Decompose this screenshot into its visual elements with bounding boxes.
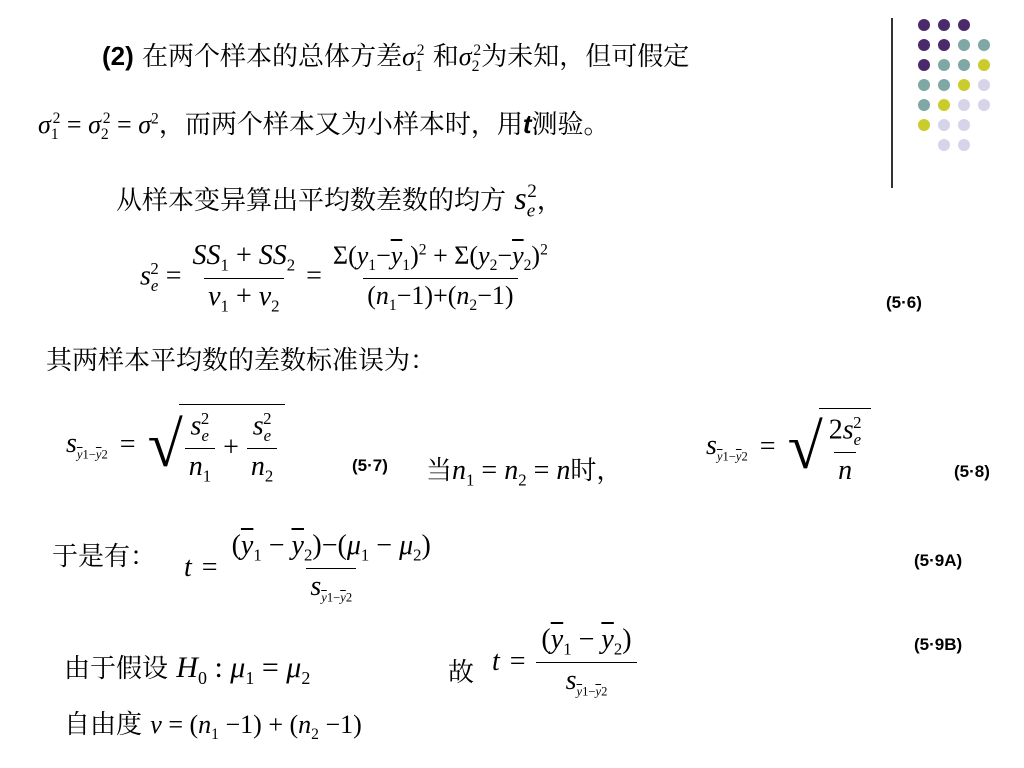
se-sq: $s_e^2$ [514,180,537,222]
equation-5-9b: t = $\frac{(\overline{y}_1 - \overline{y}_2)}{s_{\overline{y}1-\overline{y}2}}$ [492,624,637,699]
sqrt-sign: √ [787,411,823,483]
decorative-dot [918,59,930,71]
decorative-dot [958,79,970,91]
decorative-dot [958,19,970,31]
decorative-dot [958,99,970,111]
decorative-dot [978,39,990,51]
decorative-dot [958,59,970,71]
decorative-dot [958,139,970,151]
t-letter: t [522,109,532,139]
item-number: (2) [102,41,134,71]
line-1 [102,36,689,76]
eq56-frac-2: $\frac{\Sigma(y_1-\overline{y}_1)^2 + \Sigma(y_2-\overline{y}_2)^2}{(n_1-1)+(n_2-1)}$ [332,241,548,314]
decorative-dot [918,39,930,51]
decorative-dot [938,119,950,131]
decorative-dot [938,99,950,111]
line-1-text-b: 和 [432,42,459,72]
decorative-dot [958,39,970,51]
therefore-label: 故 [448,658,475,688]
tag-5-9a: (5·9A) [914,551,963,570]
line-2 [38,104,610,144]
decorative-dot [978,99,990,111]
sigma2-sq: $\sigma_2^2$ [458,42,482,76]
decorative-dot [918,19,930,31]
line-1-text-c: 为未知，但可假定 [481,42,690,72]
tag-5-8: (5·8) [954,462,990,481]
equal-n-condition: 当$n_1 = n_2 = n$时， [426,455,623,490]
then-label: 于是有： [52,542,157,572]
decorative-dot [918,79,930,91]
decorative-dot [918,119,930,131]
df-line: 自由度 $v = (n_1 -1) + (n_2 -1)$ [64,710,362,744]
decorative-dot [938,79,950,91]
se-heading: 其两样本平均数的差数标准误为： [46,346,437,376]
vertical-divider [891,18,893,188]
sigma1-sq: $\sigma_1^2$ [402,42,425,76]
decorative-dot [938,39,950,51]
decorative-dot [978,79,990,91]
line-2-text: ，而两个样本又为小样本时，用 [158,110,523,140]
line-2-text-b: 测验。 [531,110,610,140]
equation-5-9a: t = $\frac{(\overline{y}_1 - \overline{y}_2)-(\mu_1 - \mu_2)}{s_{\overline{y}1-\overline{y}2}}$ [184,530,431,605]
tag-5-7: (5·7) [352,456,388,475]
equation-5-6: $s_e^2$ = $\frac{SS_1 + SS_2}{\nu_1 + \nu_2}$ = $\frac{\Sigma(y_1-\overline{y}_1)^2 + \Sigma(y_2-\overline{y}_2)^2}{(n_1-1)+(n_2-1)}$ [140,240,552,316]
equation-5-7: $s_{\overline{y}1-\overline{y}2}$ = √ $\frac{s_e^2}{n_1}$ + $\frac{s_e^2}{n_2}$ [66,404,285,487]
decorative-dot [938,19,950,31]
decorative-dot [938,139,950,151]
tag-5-9b: (5·9B) [914,635,963,654]
decorative-dot [978,59,990,71]
tag-5-6: (5·6) [886,293,922,312]
variance-equality: $\sigma_1^2 = \sigma_2^2 = \sigma^2$ [38,110,159,144]
line-3 [116,180,563,222]
sqrt-sign: √ [147,409,183,481]
decorative-dot [958,119,970,131]
eq56-frac-1: $\frac{SS_1 + SS_2}{\nu_1 + \nu_2}$ [192,240,296,316]
equation-5-8: $s_{\overline{y}1-\overline{y}2}$ = √ $\frac{2s_e^2}{n}$ [706,408,871,487]
decorative-dot [918,99,930,111]
decorative-dot [938,59,950,71]
line-3-text: 从样本变异算出平均数差数的均方 [116,186,507,216]
line-3-comma: ， [536,186,563,216]
hypothesis-line: 由于假设 $H_0$ : $\mu_1 = \mu_2$ [64,651,311,688]
line-1-text-a: 在两个样本的总体方差 [142,42,403,72]
